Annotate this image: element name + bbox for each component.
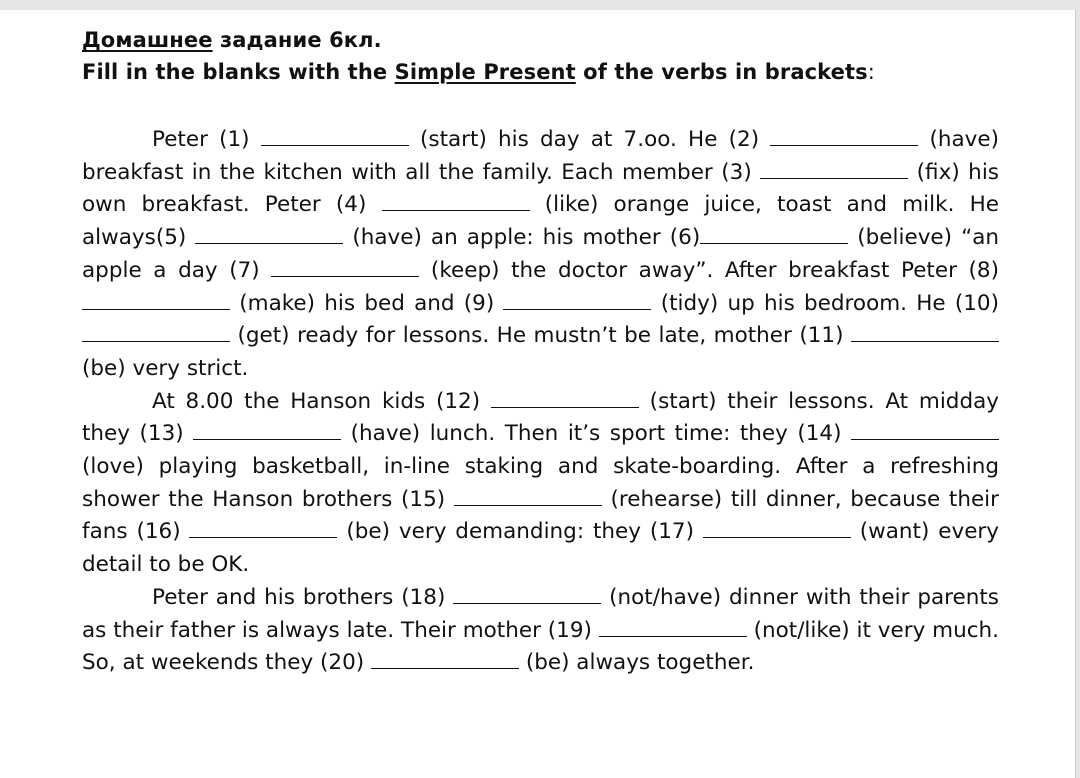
blank-13[interactable] [193,422,341,440]
text-run: (tidy) up his bedroom. He (10) [651,290,999,316]
text-run: (have) an apple: his mother (6) [343,225,701,251]
worksheet-header [82,24,1002,88]
blank-1[interactable] [261,128,409,146]
text-run: (want) every detail to be OK. [82,519,999,578]
text-run: (be) always together. [518,650,755,676]
text-run: (start) his day at 7.oo. He (2) [408,127,771,152]
blank-10[interactable] [82,324,230,342]
text-run: (keep) the doctor away”. After breakfast Peter (8) [419,257,999,283]
blank-17[interactable] [703,520,851,538]
blank-19[interactable] [599,618,747,636]
instructions-text-end: of the verbs in brackets [575,60,868,84]
blank-3[interactable] [760,161,908,179]
title-underlined-word: Домашнее [82,28,213,52]
blank-8[interactable] [82,291,230,309]
text-run: (be) very demanding: they (17) [337,519,703,545]
blank-7[interactable] [271,259,419,277]
text-run: Peter and his brothers (18) [152,584,454,610]
blank-4[interactable] [382,193,530,211]
text-run: Peter (1) [152,127,261,152]
text-run: (believe) “an apple a day (7) [82,225,1000,283]
instructions [82,56,1002,88]
text-run: (have) breakfast in the kitchen with all the family. Each member (3) [82,127,1000,185]
blank-20[interactable] [371,651,519,669]
text-run: At 8.00 the Hanson kids (12) [152,388,491,414]
text-run: (rehearse) till dinner, because their fans (16) [82,486,999,545]
instructions-term: Simple Present [394,60,576,84]
page-title [82,24,1002,56]
blank-15[interactable] [454,488,602,506]
blank-2[interactable] [770,128,918,146]
text-run: (not/have) dinner with their parents as their father is always late. Their mother (19) [82,584,999,643]
blank-11[interactable] [851,324,999,342]
text-run: (start) their lessons. At midday they (13) [82,388,999,447]
blank-12[interactable] [491,389,639,407]
paragraph-3 [82,582,999,680]
blank-9[interactable] [503,291,651,309]
text-run: (not/like) it very much. So, at weekends they (20) [82,617,999,676]
text-run: (like) orange juice, toast and milk. He always(5) [82,192,999,251]
blank-5[interactable] [195,226,343,244]
paragraph-2 [82,386,999,582]
text-run: (fix) his own breakfast. Peter (4) [82,159,999,218]
text-run: (love) playing basketball, in-line staking and skate-boarding. After a refreshing shower the Hanson brothers (15) [82,454,999,512]
text-run: (have) lunch. Then it’s sport time: they (14) [341,421,851,447]
text-run: (make) his bed and (9) [230,290,504,316]
text-run: (get) ready for lessons. He mustn’t be late, mother (11) [230,323,851,349]
exercise-text [82,124,999,680]
blank-14[interactable] [851,422,999,440]
instructions-text: Fill in the blanks with the [82,60,395,84]
worksheet-page [0,10,1076,778]
blank-16[interactable] [189,520,337,538]
title-rest: задание 6кл. [212,28,382,52]
text-run: (be) very strict. [82,355,249,381]
blank-18[interactable] [453,586,601,604]
instructions-colon: : [867,60,875,84]
blank-6[interactable] [700,226,848,244]
paragraph-1 [82,124,999,386]
